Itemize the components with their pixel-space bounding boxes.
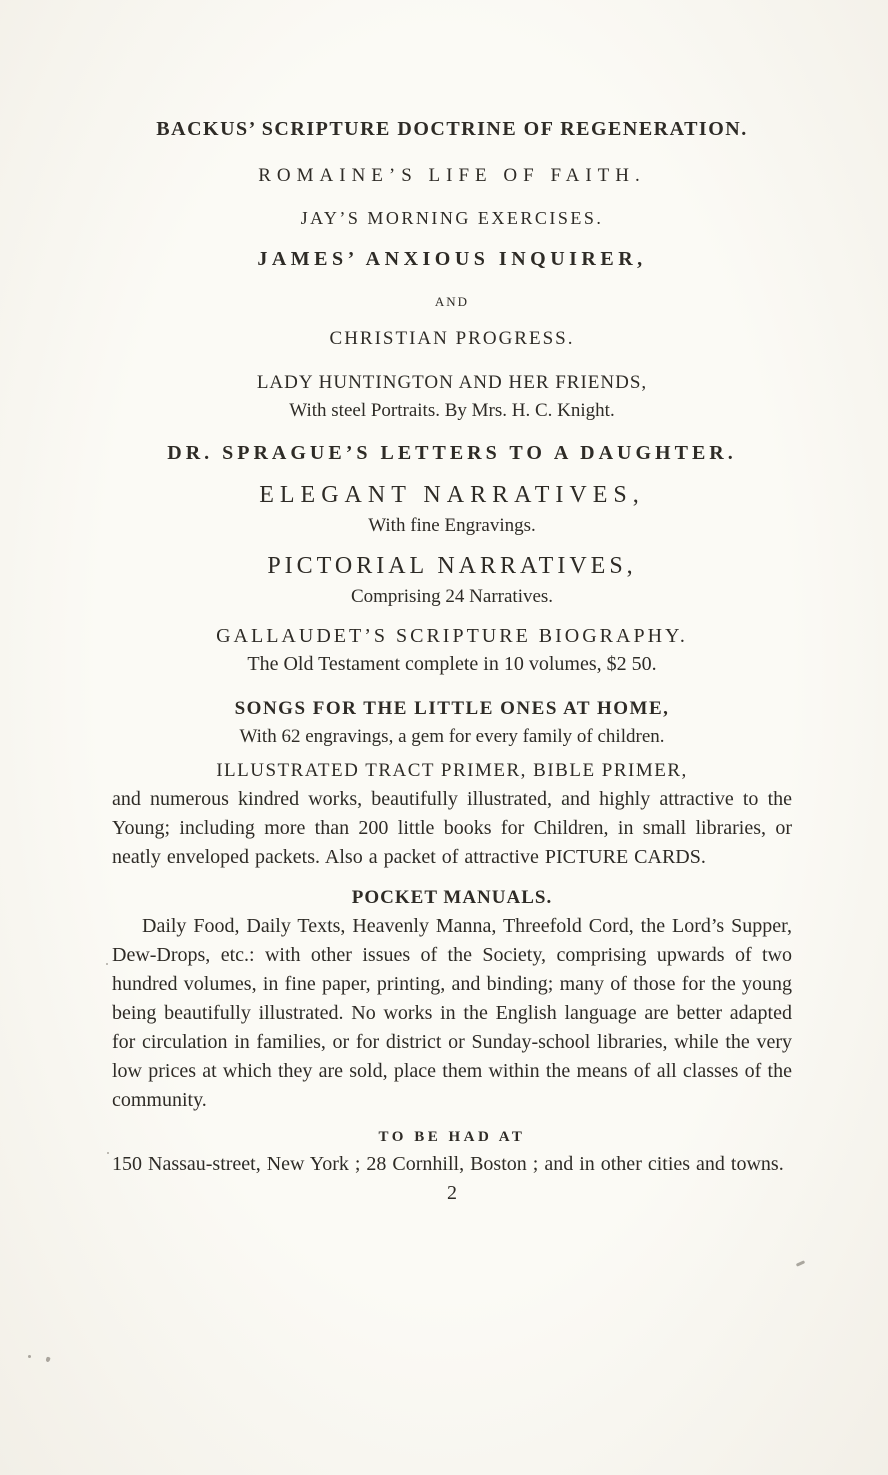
title-christian-progress: CHRISTIAN PROGRESS. bbox=[329, 328, 575, 349]
title-gallaudet: GALLAUDET’S SCRIPTURE BIOGRAPHY. bbox=[216, 625, 688, 647]
conjunction-and: AND bbox=[434, 294, 470, 309]
title-backus: BACKUS’ SCRIPTURE DOCTRINE OF REGENERATION. bbox=[156, 118, 748, 140]
heading-pocket-manuals: POCKET MANUALS. bbox=[351, 887, 553, 908]
subtitle-elegant: With fine Engravings. bbox=[368, 515, 536, 536]
subtitle-gallaudet: The Old Testament complete in 10 volumes, $2 50. bbox=[247, 653, 657, 675]
title-jays: JAY’S MORNING EXERCISES. bbox=[300, 208, 604, 228]
scan-artifact-comma bbox=[45, 1356, 50, 1362]
page-content bbox=[112, 0, 792, 1205]
title-tract-primer: ILLUSTRATED TRACT PRIMER, BIBLE PRIMER, bbox=[216, 760, 688, 781]
title-pictorial-narratives: PICTORIAL NARRATIVES, bbox=[267, 553, 637, 579]
title-sprague: DR. SPRAGUE’S LETTERS TO A DAUGHTER. bbox=[167, 442, 737, 464]
paragraph-pocket-manuals: Daily Food, Daily Texts, Heavenly Manna, Threefold Cord, the Lord’s Supper, Dew-Drops, etc.: with other issues of the Society, comprising upwards of two hundred volumes, in fine paper, printing, and binding; many of those for the young being beautifully illustrated. No works in the English language are better adapted for circulation in families, or for district or Sunday-school libraries, while the very low prices at which they are sold, place them within the means of all classes of the community. bbox=[112, 915, 792, 1111]
title-romaine: ROMAINE’S LIFE OF FAITH. bbox=[258, 165, 646, 186]
title-lady-huntington: LADY HUNTINGTON AND HER FRIENDS, bbox=[256, 372, 648, 393]
scan-artifact-speck bbox=[106, 963, 108, 965]
scan-artifact-mark bbox=[796, 1260, 805, 1267]
title-elegant-narratives: ELEGANT NARRATIVES, bbox=[259, 482, 645, 508]
paragraph-primer: and numerous kindred works, beautifully illustrated, and highly attractive to the Young; including more than 200 little books for Children, in small libraries, or neatly enveloped packets. Also a packet of attractive PICTURE CARDS. bbox=[112, 788, 792, 868]
page-number: 2 bbox=[447, 1182, 457, 1204]
paragraph-address: 150 Nassau-street, New York ; 28 Cornhill, Boston ; and in other cities and towns. bbox=[112, 1153, 784, 1175]
subtitle-songs: With 62 engravings, a gem for every family of children. bbox=[239, 726, 665, 747]
title-songs: SONGS FOR THE LITTLE ONES AT HOME, bbox=[234, 698, 670, 719]
scan-artifact-speck bbox=[107, 1152, 109, 1154]
scan-artifact-dot bbox=[28, 1355, 31, 1358]
title-james: JAMES’ ANXIOUS INQUIRER, bbox=[257, 248, 647, 270]
subtitle-lady-huntington: With steel Portraits. By Mrs. H. C. Knight. bbox=[289, 400, 615, 421]
heading-to-be-had: TO BE HAD AT bbox=[378, 1129, 526, 1145]
subtitle-pictorial: Comprising 24 Narratives. bbox=[350, 586, 554, 607]
